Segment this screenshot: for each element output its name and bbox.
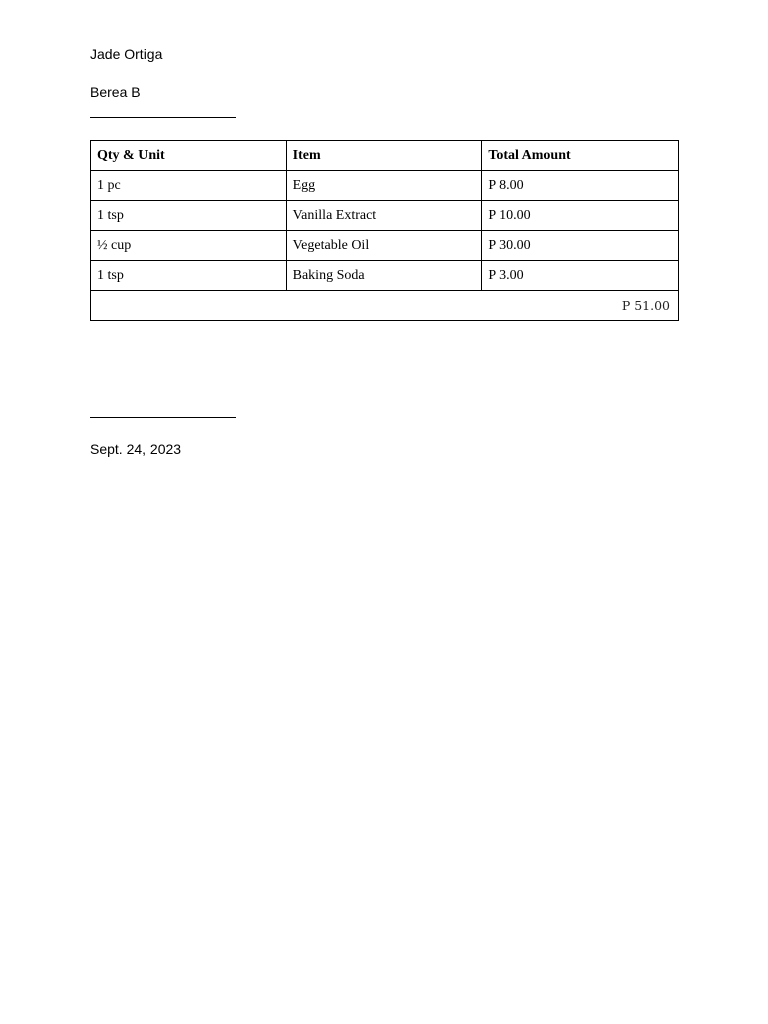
amount-cell: P 30.00 bbox=[482, 231, 679, 261]
item-cell: Vanilla Extract bbox=[286, 201, 482, 231]
qty-cell: 1 tsp bbox=[91, 201, 287, 231]
amount-cell: P 10.00 bbox=[482, 201, 679, 231]
column-header-total-amount: Total Amount bbox=[482, 141, 679, 171]
ingredients-table bbox=[90, 140, 679, 321]
table-row bbox=[91, 171, 679, 201]
qty-cell: 1 pc bbox=[91, 171, 287, 201]
item-cell: Baking Soda bbox=[286, 261, 482, 291]
item-cell: Vegetable Oil bbox=[286, 231, 482, 261]
signature-line bbox=[90, 417, 236, 418]
table-row bbox=[91, 231, 679, 261]
table-header-row bbox=[91, 141, 679, 171]
item-cell: Egg bbox=[286, 171, 482, 201]
student-name: Jade Ortiga bbox=[90, 46, 163, 62]
top-divider-line bbox=[90, 117, 236, 118]
qty-cell: ½ cup bbox=[91, 231, 287, 261]
table-row bbox=[91, 261, 679, 291]
amount-cell: P 3.00 bbox=[482, 261, 679, 291]
section-name: Berea B bbox=[90, 84, 141, 100]
table-row bbox=[91, 201, 679, 231]
total-row bbox=[91, 291, 679, 321]
column-header-item: Item bbox=[286, 141, 482, 171]
date-text: Sept. 24, 2023 bbox=[90, 441, 182, 457]
grand-total: P 51.00 bbox=[91, 291, 679, 321]
amount-cell: P 8.00 bbox=[482, 171, 679, 201]
qty-cell: 1 tsp bbox=[91, 261, 287, 291]
column-header-qty-unit: Qty & Unit bbox=[91, 141, 287, 171]
